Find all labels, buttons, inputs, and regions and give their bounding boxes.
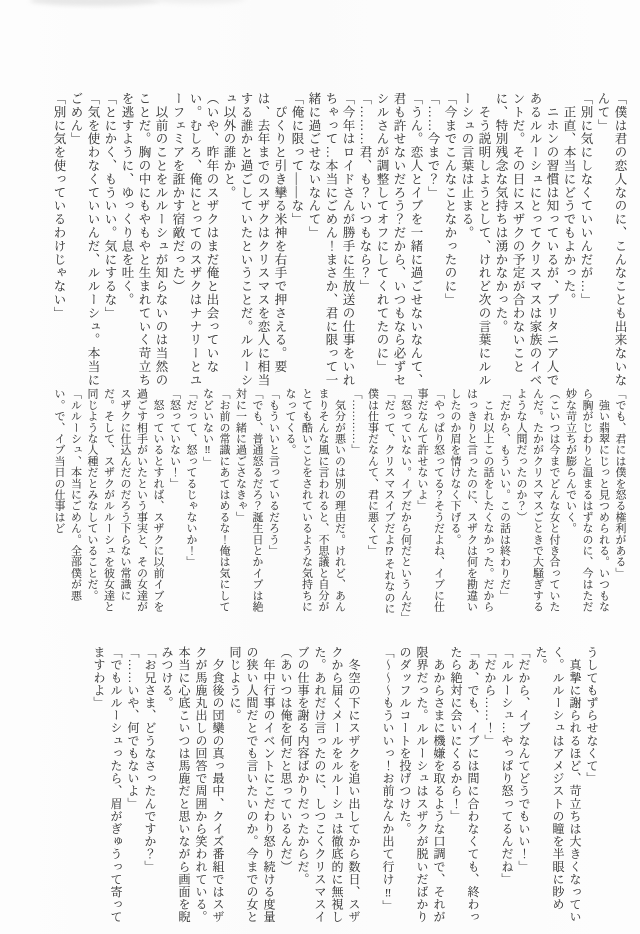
paragraph: 「でも、普通怒るだろ？誕生日とかイブは絶対に一緒に過ごさなきゃ」	[234, 388, 263, 612]
paragraph: 「………君、も？いつもなら？」	[358, 92, 372, 293]
paragraph: 「あ、でも、イブには間に合わなくても、終わったら絶対に会いにくるから！」	[449, 646, 480, 924]
paragraph: 真摯に謝られるほど、苛立ちは大きくなっていく。ルルーシュはアメジストの瞳を半眼に眇めた。	[534, 646, 582, 924]
paragraph: うしてもずらせなくて」	[585, 646, 599, 785]
paragraph: 「だって、怒ってるじゃないか！」	[185, 388, 197, 568]
paragraph: これ以上この話をしたくなかった。だからはっきりと言ったのに、スザクは何を勘違いしたのか眉を情けなく下げる。	[449, 388, 494, 612]
paragraph: 以前のことをルルーシュが知らないのは当然のことだ。胸の中にもやもやと生まれていく苛立ちを逃すように、ゆっくり息を吐く。	[120, 92, 168, 387]
paragraph: 「やっぱり怒ってる？そうだよね、イブに仕事だなんて許せないよ」	[416, 388, 445, 612]
paragraph: 夕食後の団欒の真っ最中、クイズ番組ではスザクが馬鹿丸出しの回答で周囲から笑われている。本当に心底こいつは馬鹿だと思いながら画面を睨みつける。	[160, 646, 225, 924]
paragraph: 「……今まで？」	[426, 92, 440, 200]
paragraph: 「…………」	[350, 388, 362, 456]
paragraph: 「別に気を使っているわけじゃない」	[52, 92, 66, 320]
paragraph: 「でも、君には僕を怒る権利がある」	[614, 388, 626, 579]
text-block-middle	[51, 388, 629, 622]
paragraph: 「気を使わなくていいんだ、ルルーシュ。本当にごめん」	[69, 92, 100, 387]
paragraph: あからさまに機嫌を取るような口調で、それが限界だった。ルルーシュはスザクが脱いだばかりのダッフルコートを投げつけた。	[398, 646, 446, 924]
paragraph: ニホンの習慣は知っているが、ブリタニア人であるルルーシュにとってクリスマスは家族のイベントだ。その日にスザクの予定が合わないことに、特別残念な気持ちは湧かなかった。	[494, 92, 559, 387]
paragraph: 年中行事のイベントにこだわり怒り続ける度量の狭い人間だとでも言いたいのか。今までの女と同じように。	[228, 646, 276, 924]
paragraph: 強い翡翠にじっと見つめられる。いつもなら胸がじわりと温まるはずなのに、今はただ妙な苛立ちが膨らんでいく。	[564, 388, 610, 612]
paragraph: 「別に気にしなくていいんだが…」	[579, 92, 593, 307]
text-block-upper	[50, 92, 628, 390]
paragraph: 「僕は君の恋人なのに、こんなことも出来ないなんて」	[596, 92, 627, 387]
scan-artifact	[150, 0, 245, 4]
paragraph: 「俺に限って――な」	[290, 92, 304, 226]
paragraph: 「うん。恋人とイブを一緒に過ごせないなんて、君も許せないだろう？だから、いつもなら必ずセシルさんが調整してオフにしてくれてたのに」	[375, 92, 423, 387]
paragraph: 怒っているとすれば、スザクに以前イブを過ごす相手がいたという事実と、その女達がスザクに仕込んだのだろう下らない常識にだ。そして、スザクがルルーシュを彼女達と同じような人種だとみなしていることだ。	[86, 388, 164, 612]
paragraph: 「～～～もういいっ！お前なんか出て行け‼」	[381, 646, 395, 913]
paragraph: （いや、昨年のスザクはまだ俺と出会っていない。むしろ、俺にとってのスザクはナナリーとユーフェミアを誑かす宿敵だった）	[171, 92, 219, 387]
paragraph: ぴくりと引き攣る米神を右手で押さえる。要は、去年までのスザクはクリスマスを恋人に相当する誰かと過ごしていたということだ。ルルーシュ以外の誰かと。	[222, 92, 287, 387]
paragraph: 「お兄さま、どうなさったんですか？」	[143, 646, 157, 873]
paragraph: 「だから、もういい。この話は終わりだ」	[498, 388, 511, 601]
paragraph: （あいつは俺を何だと思っているんだ）	[279, 646, 293, 873]
paragraph: 「もういいと言っているだろう」	[267, 388, 280, 556]
paragraph: 「とにかく、もういい。気にするな」	[103, 92, 117, 320]
paragraph: 「お前の常識にあてはめるな！俺は気にしてなどいない‼」	[201, 388, 230, 612]
paragraph: 「だから……！」	[483, 646, 497, 747]
paragraph: 気分が悪いのは別の理由だ。けれど、あんまりそんな風に言われると、不思議と自分がとても酷いことをされているような気持ちになってくる。	[284, 388, 346, 612]
paragraph: 「だって、クリスマスイブだよ⁉それなのに僕は仕事だなんて、君に悪くて」	[366, 388, 395, 614]
paragraph	[362, 646, 379, 926]
paragraph: 「怒っていない！」	[168, 388, 181, 489]
paragraph: そう説明しようとして、けれど次の言葉にルルーシュの言葉は止まる。	[460, 92, 491, 387]
paragraph: 「ルルーシュ…やっぱり怒ってるんだね」	[500, 646, 514, 886]
paragraph: 冬空の下にスザクを追い出してから数日、スザクから届くメールをルルーシュは徹底的に無視した。あれだけ言ったのに、しつこくクリスマスイブの仕事を謝る内容ばかりだったからだ。	[296, 646, 361, 924]
paragraph: 正直、本当にどうでもよかった。	[562, 92, 576, 307]
paragraph: 「ルルーシュ、本当にごめん。全部僕が悪い。で、イブ当日の仕事はど	[53, 388, 82, 601]
paragraph: 「今までこんなことなかったのに」	[443, 92, 457, 307]
paragraph: 「でもルルーシュったら、眉がぎゅうって寄ってますわよ」	[92, 646, 123, 924]
text-block-lower	[90, 646, 600, 926]
paragraph: （こいつは今までどんな女と付き合っていたんだ。たかがクリスマスごときで大騒ぎするような人間だったのか？）	[515, 388, 560, 612]
scan-artifact	[30, 0, 160, 6]
paragraph: 「今年はロイドさんが勝手に生放送の仕事をいれちゃって…本当にごめん！まさか、君に限って一緒に過ごせないなんて」	[307, 92, 355, 387]
paragraph: 「だから、イブなんてどうでもいい！」	[517, 646, 531, 873]
paragraph: 「……いや、何でもないよ」	[126, 646, 140, 810]
paragraph: 「怒っていない。イブだから何だというんだ」	[399, 388, 412, 624]
